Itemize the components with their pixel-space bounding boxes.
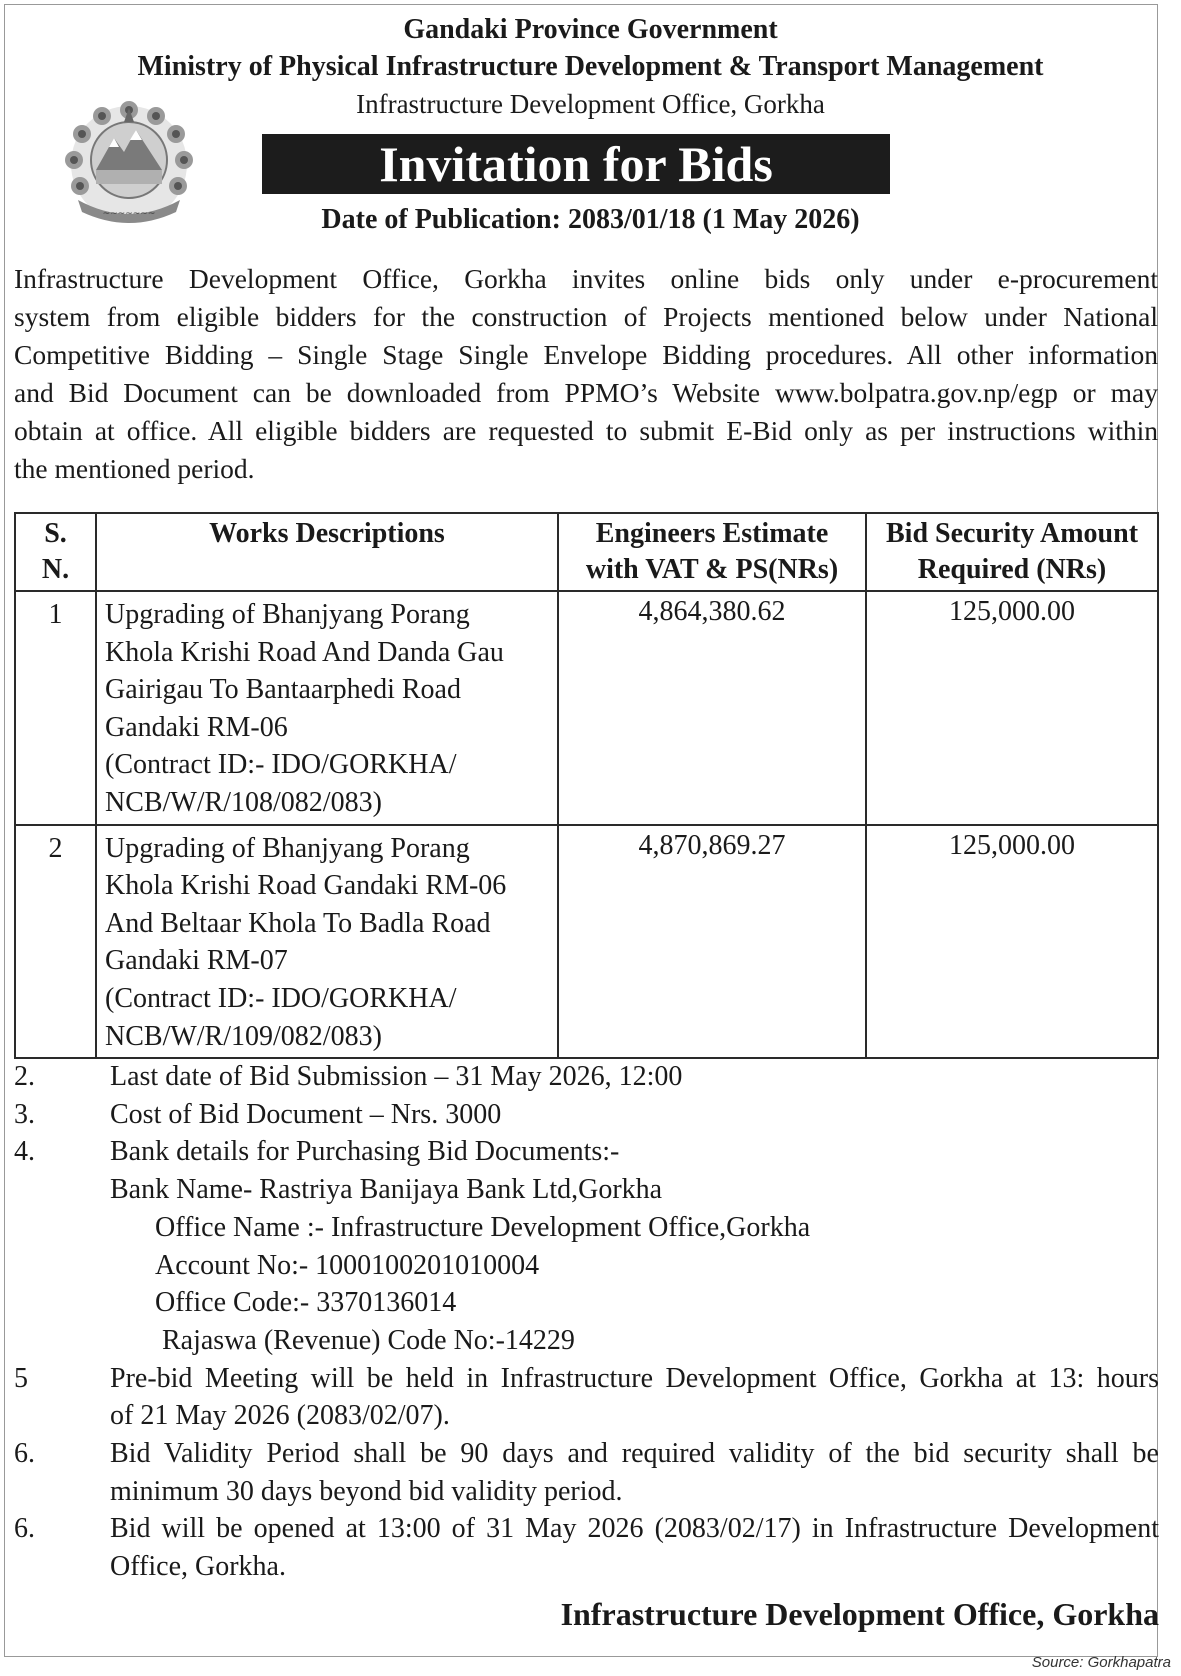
- notes-list: [14, 1058, 1159, 1586]
- office-name: Office Name :- Infrastructure Development Office,Gorkha: [155, 1211, 811, 1243]
- office-heading: Infrastructure Development Office, Gorkha: [356, 89, 825, 119]
- note-text: Cost of Bid Document – Nrs. 3000: [110, 1098, 502, 1130]
- table-row: [15, 591, 1158, 825]
- intro-line: the mentioned period.: [14, 453, 255, 484]
- header-sn-line: S.: [44, 518, 67, 549]
- note-number: 3.: [14, 1098, 35, 1130]
- note-item: [14, 1510, 1159, 1585]
- header-security-line: Bid Security Amount: [885, 518, 1139, 549]
- ministry-heading: Ministry of Physical Infrastructure Development & Transport Management: [137, 51, 1044, 82]
- cell-description: [96, 591, 558, 825]
- publication-date: Date of Publication: 2083/01/18 (1 May 2026): [321, 204, 860, 235]
- note-text: Bid Validity Period shall be 90 days and required validity of the bid security shall be: [110, 1438, 1159, 1470]
- intro-paragraph: [14, 260, 1158, 488]
- desc-line: Khola Krishi Road And Danda Gau: [105, 636, 504, 668]
- cell-estimate: 4,870,869.27: [558, 825, 866, 1059]
- note-text: of 21 May 2026 (2083/02/07).: [110, 1400, 450, 1432]
- note-text: minimum 30 days beyond bid validity period.: [110, 1475, 623, 1507]
- header-estimate-line: with VAT & PS(NRs): [585, 554, 839, 585]
- note-text: Last date of Bid Submission – 31 May 2026, 12:00: [110, 1061, 683, 1092]
- bank-name: Bank Name- Rastriya Banijaya Bank Ltd,Gorkha: [110, 1174, 663, 1206]
- header-bid-security: [866, 513, 1158, 591]
- province-heading: Gandaki Province Government: [403, 14, 778, 45]
- intro-line: and Bid Document can be downloaded from PPMO’s Website www.bolpatra.gov.np/egp or may: [14, 377, 1158, 408]
- desc-line: Khola Krishi Road Gandaki RM-06: [105, 870, 507, 902]
- desc-line: Upgrading of Bhanjyang Porang: [105, 832, 470, 864]
- header-sn: [15, 513, 96, 591]
- revenue-code: Rajaswa (Revenue) Code No:-14229: [162, 1324, 575, 1356]
- note-text: Bid will be opened at 13:00 of 31 May 2026 (2083/02/17) in Infrastructure Development: [110, 1513, 1159, 1545]
- table-row: [15, 825, 1158, 1059]
- note-text: Pre-bid Meeting will be held in Infrastructure Development Office, Gorkha at 13: hours: [110, 1362, 1159, 1394]
- desc-line: And Beltaar Khola To Badla Road: [105, 907, 491, 939]
- note-number: 6.: [14, 1438, 35, 1470]
- bids-table: [14, 512, 1159, 1059]
- desc-line: (Contract ID:- IDO/GORKHA/: [105, 749, 457, 781]
- note-item: [14, 1058, 1159, 1096]
- note-number: 6.: [14, 1513, 35, 1545]
- desc-line: NCB/W/R/109/082/083): [105, 1020, 382, 1052]
- desc-line: NCB/W/R/108/082/083): [105, 786, 382, 818]
- intro-line: Competitive Bidding – Single Stage Single Envelope Bidding procedures. All other information: [14, 339, 1158, 370]
- intro-line: obtain at office. All eligible bidders are requested to submit E-Bid only as per instructions within: [14, 415, 1158, 446]
- desc-line: Gairigau To Bantaarphedi Road: [105, 674, 461, 706]
- desc-line: (Contract ID:- IDO/GORKHA/: [105, 982, 457, 1014]
- note-item: [14, 1133, 1159, 1359]
- cell-estimate: 4,864,380.62: [558, 591, 866, 825]
- desc-line: Gandaki RM-06: [105, 711, 288, 743]
- cell-description: [96, 825, 558, 1059]
- note-item: [14, 1096, 1159, 1134]
- cell-security: 125,000.00: [866, 825, 1158, 1059]
- note-text: Office, Gorkha.: [110, 1551, 286, 1583]
- header-security-line: Required (NRs): [917, 554, 1107, 585]
- intro-line: Infrastructure Development Office, Gorkha invites online bids only under e-procurement: [14, 263, 1158, 294]
- header-estimate-line: Engineers Estimate: [595, 518, 829, 549]
- note-text: Bank details for Purchasing Bid Documents:-: [110, 1136, 620, 1168]
- account-number: Account No:- 1000100201010004: [155, 1249, 540, 1281]
- svg-text:~~~~~~~: ~~~~~~~: [102, 209, 156, 219]
- cell-sn: 2: [15, 825, 96, 1059]
- cell-security: 125,000.00: [866, 591, 1158, 825]
- note-number: 4.: [14, 1136, 35, 1168]
- table-header-row: [15, 513, 1158, 591]
- note-number: 5: [14, 1362, 28, 1394]
- notice-title: Invitation for Bids: [262, 134, 890, 194]
- signature-office: Infrastructure Development Office, Gorkha: [560, 1596, 1159, 1632]
- cell-sn: 1: [15, 591, 96, 825]
- office-code: Office Code:- 3370136014: [155, 1287, 457, 1319]
- header-sn-line: N.: [41, 554, 70, 585]
- header-desc-line: Works Descriptions: [209, 518, 445, 549]
- source-credit: Source: Gorkhapatra: [1031, 1654, 1171, 1671]
- intro-line: system from eligible bidders for the construction of Projects mentioned below under National: [14, 301, 1158, 332]
- header-engineers-estimate: [558, 513, 866, 591]
- note-item: [14, 1435, 1159, 1510]
- note-item: [14, 1360, 1159, 1435]
- header-works-descriptions: [96, 513, 558, 591]
- note-number: 2.: [14, 1061, 35, 1092]
- desc-line: Upgrading of Bhanjyang Porang: [105, 599, 470, 630]
- desc-line: Gandaki RM-07: [105, 945, 288, 977]
